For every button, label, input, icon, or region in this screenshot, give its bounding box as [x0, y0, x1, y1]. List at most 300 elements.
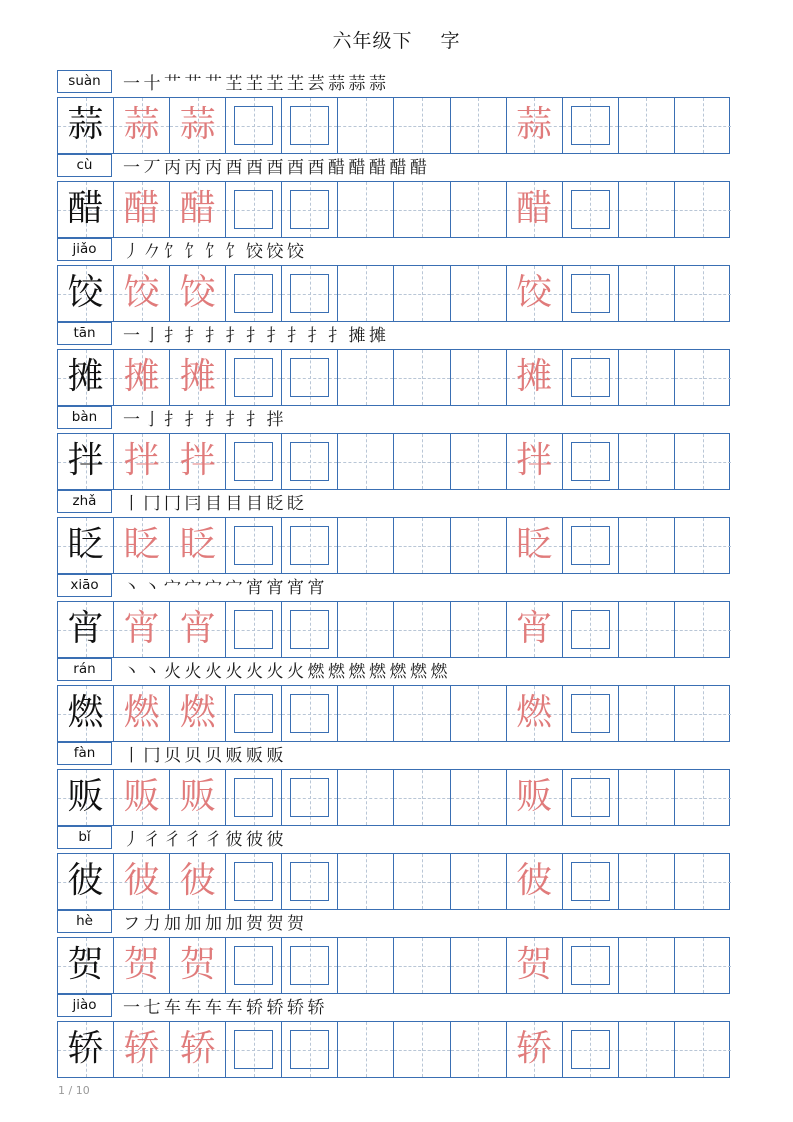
stroke-step: 力 — [143, 914, 161, 934]
trace-cell — [170, 98, 226, 153]
practice-cell[interactable] — [451, 602, 507, 657]
model-character: 贺 — [67, 944, 104, 985]
stroke-order — [123, 659, 451, 683]
inner-guide-box — [571, 610, 610, 649]
stroke-step: 彳 — [164, 830, 181, 850]
practice-cell[interactable] — [394, 434, 450, 489]
practice-cell[interactable] — [394, 770, 450, 825]
trace-cell — [114, 938, 170, 993]
stroke-step: 宀 — [184, 578, 202, 598]
inner-guide-box — [234, 442, 273, 481]
trace-character: 宵 — [123, 608, 160, 649]
stroke-step: 饣 — [225, 242, 243, 262]
trace-character: 贩 — [516, 776, 553, 817]
pinyin-label: cù — [57, 154, 112, 177]
trace-cell — [114, 1022, 170, 1077]
trace-character: 轿 — [179, 1028, 216, 1069]
stroke-step: 燃 — [410, 662, 427, 682]
stroke-step: 宵 — [287, 578, 304, 598]
model-character: 拌 — [67, 440, 104, 481]
practice-cell[interactable] — [282, 686, 338, 741]
stroke-step: 丙 — [205, 158, 222, 178]
practice-cell[interactable] — [451, 938, 507, 993]
practice-cell[interactable] — [282, 266, 338, 321]
practice-cell[interactable] — [451, 350, 507, 405]
trace-cell — [507, 518, 563, 573]
practice-cell[interactable] — [282, 98, 338, 153]
trace-character: 贺 — [179, 944, 216, 985]
stroke-step: 贩 — [225, 746, 243, 766]
practice-cell[interactable] — [619, 350, 675, 405]
writing-row — [57, 601, 730, 658]
stroke-step: 𠂊 — [143, 242, 161, 262]
stroke-step: 醋 — [348, 158, 366, 178]
model-cell — [58, 182, 114, 237]
stroke-step: フ — [123, 914, 140, 934]
stroke-step: 贩 — [246, 746, 263, 766]
stroke-order — [123, 239, 308, 263]
practice-cell[interactable] — [675, 602, 731, 657]
practice-cell[interactable] — [619, 770, 675, 825]
inner-guide-box — [234, 106, 273, 145]
stroke-step: 燃 — [307, 662, 325, 682]
practice-cell[interactable] — [619, 98, 675, 153]
stroke-step: 扌 — [205, 410, 222, 430]
trace-cell — [114, 854, 170, 909]
practice-cell[interactable] — [226, 938, 282, 993]
practice-cell[interactable] — [451, 434, 507, 489]
inner-guide-box — [290, 694, 329, 733]
title-word: 字 — [440, 30, 461, 52]
inner-guide-box — [234, 610, 273, 649]
model-character: 摊 — [67, 356, 104, 397]
trace-character: 宵 — [179, 608, 216, 649]
stroke-step: 酉 — [266, 158, 284, 178]
character-entry — [57, 742, 730, 826]
practice-cell[interactable] — [619, 518, 675, 573]
inner-guide-box — [290, 526, 329, 565]
practice-cell[interactable] — [338, 602, 394, 657]
character-entry — [57, 322, 730, 406]
trace-character: 醋 — [179, 188, 216, 229]
trace-cell — [507, 602, 563, 657]
practice-cell[interactable] — [451, 98, 507, 153]
stroke-order — [123, 995, 328, 1019]
stroke-step: 酉 — [307, 158, 325, 178]
model-character: 醋 — [67, 188, 104, 229]
practice-cell[interactable] — [282, 602, 338, 657]
inner-guide-box — [571, 274, 610, 313]
pinyin-label: suàn — [57, 70, 112, 93]
inner-guide-box — [234, 694, 273, 733]
writing-row — [57, 349, 730, 406]
practice-cell[interactable] — [226, 98, 282, 153]
model-cell — [58, 770, 114, 825]
practice-cell[interactable] — [619, 434, 675, 489]
character-entry — [57, 574, 730, 658]
practice-cell[interactable] — [563, 686, 619, 741]
practice-cell[interactable] — [282, 854, 338, 909]
stroke-step: 丿 — [123, 242, 140, 262]
practice-cell[interactable] — [282, 350, 338, 405]
practice-cell[interactable] — [451, 770, 507, 825]
practice-cell[interactable] — [282, 938, 338, 993]
stroke-step: 扌 — [328, 326, 345, 346]
writing-row — [57, 181, 730, 238]
stroke-step: 燃 — [328, 662, 345, 682]
stroke-step: 火 — [205, 662, 222, 682]
stroke-step: 彼 — [266, 830, 284, 850]
practice-cell[interactable] — [394, 266, 450, 321]
stroke-step: 火 — [266, 662, 284, 682]
practice-cell[interactable] — [394, 602, 450, 657]
stroke-step: 丶 — [143, 578, 161, 598]
stroke-step: 丨 — [123, 746, 140, 766]
stroke-step: 贺 — [266, 914, 284, 934]
practice-cell[interactable] — [226, 854, 282, 909]
character-entry — [57, 658, 730, 742]
practice-cell[interactable] — [338, 350, 394, 405]
stroke-step: 醋 — [410, 158, 427, 178]
stroke-step: 冂 — [143, 494, 161, 514]
stroke-step: 扌 — [205, 326, 222, 346]
stroke-step: 宵 — [307, 578, 325, 598]
stroke-step: 扌 — [246, 410, 263, 430]
trace-cell — [114, 602, 170, 657]
trace-cell — [114, 266, 170, 321]
trace-cell — [507, 434, 563, 489]
practice-cell[interactable] — [451, 854, 507, 909]
practice-cell[interactable] — [338, 182, 394, 237]
trace-character: 摊 — [516, 356, 553, 397]
practice-cell[interactable] — [338, 98, 394, 153]
inner-guide-box — [290, 274, 329, 313]
stroke-step: 火 — [184, 662, 202, 682]
practice-cell[interactable] — [226, 1022, 282, 1077]
inner-guide-box — [290, 946, 329, 985]
trace-character: 贩 — [179, 776, 216, 817]
practice-cell[interactable] — [338, 770, 394, 825]
practice-cell[interactable] — [226, 434, 282, 489]
stroke-step: 眨 — [266, 494, 284, 514]
trace-cell — [114, 350, 170, 405]
character-entry — [57, 490, 730, 574]
trace-cell — [170, 266, 226, 321]
practice-cell[interactable] — [675, 770, 731, 825]
stroke-step: 蒜 — [348, 74, 366, 94]
trace-cell — [507, 1022, 563, 1077]
practice-cell[interactable] — [563, 434, 619, 489]
trace-character: 燃 — [516, 692, 553, 733]
practice-cell[interactable] — [394, 854, 450, 909]
pinyin-label: fàn — [57, 742, 112, 765]
practice-cell[interactable] — [226, 518, 282, 573]
model-cell — [58, 266, 114, 321]
stroke-step: 贝 — [205, 746, 222, 766]
trace-character: 蒜 — [179, 104, 216, 145]
stroke-step: 一 — [123, 74, 140, 94]
stroke-step: 扌 — [246, 326, 263, 346]
stroke-step: 丨 — [123, 494, 140, 514]
practice-cell[interactable] — [563, 770, 619, 825]
stroke-step: 宀 — [164, 578, 181, 598]
pinyin-label: zhǎ — [57, 490, 112, 513]
stroke-step: 饺 — [246, 242, 263, 262]
practice-cell[interactable] — [282, 770, 338, 825]
stroke-step: 宵 — [246, 578, 263, 598]
stroke-step: 燃 — [369, 662, 386, 682]
writing-row — [57, 265, 730, 322]
stroke-step: 轿 — [307, 998, 325, 1018]
inner-guide-box — [571, 694, 610, 733]
trace-character: 饺 — [179, 272, 216, 313]
practice-cell[interactable] — [394, 182, 450, 237]
practice-cell[interactable] — [338, 434, 394, 489]
stroke-step: 丶 — [143, 662, 161, 682]
practice-cell[interactable] — [619, 266, 675, 321]
practice-cell[interactable] — [451, 266, 507, 321]
stroke-order — [123, 323, 390, 347]
practice-cell[interactable] — [675, 854, 731, 909]
trace-cell — [114, 686, 170, 741]
stroke-step: 车 — [205, 998, 222, 1018]
stroke-step: 火 — [225, 662, 243, 682]
character-entry — [57, 910, 730, 994]
practice-cell[interactable] — [563, 854, 619, 909]
stroke-step: 轿 — [246, 998, 263, 1018]
practice-cell[interactable] — [619, 1022, 675, 1077]
stroke-step: 扌 — [266, 326, 284, 346]
practice-cell[interactable] — [226, 182, 282, 237]
practice-cell[interactable] — [394, 938, 450, 993]
stroke-step: 加 — [164, 914, 181, 934]
stroke-step: 七 — [143, 998, 161, 1018]
stroke-step: 亅 — [143, 410, 161, 430]
trace-character: 眨 — [179, 524, 216, 565]
stroke-step: 扌 — [164, 410, 181, 430]
practice-cell[interactable] — [675, 938, 731, 993]
stroke-step: 摊 — [369, 326, 386, 346]
practice-cell[interactable] — [451, 518, 507, 573]
stroke-step: 贝 — [184, 746, 202, 766]
writing-row — [57, 853, 730, 910]
inner-guide-box — [571, 190, 610, 229]
stroke-step: 加 — [184, 914, 202, 934]
practice-cell[interactable] — [282, 518, 338, 573]
practice-cell[interactable] — [338, 1022, 394, 1077]
practice-cell[interactable] — [226, 266, 282, 321]
pinyin-label: hè — [57, 910, 112, 933]
stroke-order — [123, 575, 328, 599]
inner-guide-box — [234, 358, 273, 397]
trace-cell — [170, 518, 226, 573]
practice-cell[interactable] — [563, 266, 619, 321]
inner-guide-box — [234, 862, 273, 901]
practice-cell[interactable] — [338, 938, 394, 993]
stroke-step: 蒜 — [328, 74, 345, 94]
practice-cell[interactable] — [563, 350, 619, 405]
stroke-step: 酉 — [225, 158, 243, 178]
practice-cell[interactable] — [394, 350, 450, 405]
trace-cell — [170, 1022, 226, 1077]
practice-cell[interactable] — [282, 182, 338, 237]
inner-guide-box — [290, 610, 329, 649]
practice-cell[interactable] — [675, 686, 731, 741]
stroke-step: 酉 — [287, 158, 304, 178]
practice-cell[interactable] — [563, 182, 619, 237]
practice-cell[interactable] — [451, 686, 507, 741]
stroke-step: 燃 — [389, 662, 407, 682]
stroke-order — [123, 827, 287, 851]
stroke-step: 彼 — [246, 830, 263, 850]
stroke-step: 彳 — [205, 830, 222, 850]
inner-guide-box — [571, 106, 610, 145]
stroke-step: 芸 — [307, 74, 325, 94]
trace-character: 醋 — [123, 188, 160, 229]
stroke-step: 冂 — [164, 494, 181, 514]
practice-cell[interactable] — [675, 1022, 731, 1077]
stroke-step: 宵 — [266, 578, 284, 598]
inner-guide-box — [571, 526, 610, 565]
practice-cell[interactable] — [451, 1022, 507, 1077]
trace-cell — [507, 266, 563, 321]
stroke-step: 扌 — [184, 326, 202, 346]
trace-character: 燃 — [179, 692, 216, 733]
stroke-step: 丶 — [123, 662, 140, 682]
practice-cell[interactable] — [619, 686, 675, 741]
practice-cell[interactable] — [338, 686, 394, 741]
trace-character: 拌 — [179, 440, 216, 481]
trace-character: 彼 — [516, 860, 553, 901]
stroke-step: 火 — [164, 662, 181, 682]
practice-cell[interactable] — [451, 182, 507, 237]
practice-cell[interactable] — [226, 770, 282, 825]
practice-cell[interactable] — [226, 686, 282, 741]
trace-cell — [507, 350, 563, 405]
stroke-step: 燃 — [348, 662, 366, 682]
practice-cell[interactable] — [394, 518, 450, 573]
pinyin-label: bǐ — [57, 826, 112, 849]
practice-cell[interactable] — [619, 602, 675, 657]
inner-guide-box — [234, 190, 273, 229]
stroke-step: 一 — [123, 998, 140, 1018]
stroke-step: 摊 — [348, 326, 366, 346]
trace-character: 拌 — [516, 440, 553, 481]
practice-cell[interactable] — [675, 434, 731, 489]
inner-guide-box — [571, 1030, 610, 1069]
practice-cell[interactable] — [226, 350, 282, 405]
model-cell — [58, 350, 114, 405]
stroke-step: 车 — [225, 998, 243, 1018]
practice-cell[interactable] — [394, 686, 450, 741]
practice-cell[interactable] — [619, 182, 675, 237]
practice-cell[interactable] — [675, 182, 731, 237]
inner-guide-box — [290, 1030, 329, 1069]
trace-cell — [507, 182, 563, 237]
trace-character: 彼 — [179, 860, 216, 901]
model-cell — [58, 686, 114, 741]
stroke-step: 醋 — [328, 158, 345, 178]
trace-cell — [114, 518, 170, 573]
trace-cell — [114, 770, 170, 825]
model-cell — [58, 854, 114, 909]
trace-character: 饺 — [123, 272, 160, 313]
inner-guide-box — [571, 862, 610, 901]
stroke-order — [123, 407, 287, 431]
trace-character: 眨 — [123, 524, 160, 565]
practice-cell[interactable] — [563, 1022, 619, 1077]
practice-cell[interactable] — [563, 602, 619, 657]
trace-cell — [507, 686, 563, 741]
character-entry — [57, 238, 730, 322]
stroke-step: 一 — [123, 410, 140, 430]
stroke-step: 彳 — [143, 830, 161, 850]
stroke-step: 冃 — [184, 494, 202, 514]
writing-row — [57, 517, 730, 574]
stroke-step: 彳 — [184, 830, 202, 850]
stroke-step: 饺 — [266, 242, 284, 262]
trace-cell — [170, 350, 226, 405]
stroke-step: 拌 — [266, 410, 284, 430]
practice-cell[interactable] — [619, 938, 675, 993]
model-character: 蒜 — [67, 104, 104, 145]
stroke-step: 丶 — [123, 578, 140, 598]
practice-cell[interactable] — [394, 1022, 450, 1077]
trace-cell — [507, 98, 563, 153]
practice-cell[interactable] — [338, 266, 394, 321]
stroke-step: 亅 — [143, 326, 161, 346]
practice-cell[interactable] — [675, 518, 731, 573]
practice-cell[interactable] — [563, 938, 619, 993]
practice-cell[interactable] — [226, 602, 282, 657]
inner-guide-box — [234, 778, 273, 817]
stroke-step: 丆 — [143, 158, 161, 178]
stroke-step: 艹 — [164, 74, 181, 94]
practice-cell[interactable] — [394, 98, 450, 153]
writing-row — [57, 769, 730, 826]
stroke-step: 火 — [246, 662, 263, 682]
stroke-step: 冂 — [143, 746, 161, 766]
character-entry — [57, 826, 730, 910]
trace-cell — [170, 686, 226, 741]
trace-character: 宵 — [516, 608, 553, 649]
inner-guide-box — [234, 1030, 273, 1069]
practice-cell[interactable] — [619, 854, 675, 909]
trace-character: 饺 — [516, 272, 553, 313]
trace-cell — [170, 602, 226, 657]
stroke-step: 宀 — [205, 578, 222, 598]
practice-cell[interactable] — [338, 518, 394, 573]
trace-cell — [170, 182, 226, 237]
practice-cell[interactable] — [563, 98, 619, 153]
inner-guide-box — [290, 358, 329, 397]
practice-cell[interactable] — [563, 518, 619, 573]
inner-guide-box — [234, 526, 273, 565]
stroke-step: 加 — [225, 914, 243, 934]
trace-character: 摊 — [123, 356, 160, 397]
practice-cell[interactable] — [675, 266, 731, 321]
practice-cell[interactable] — [282, 1022, 338, 1077]
pinyin-label: bàn — [57, 406, 112, 429]
practice-cell[interactable] — [675, 98, 731, 153]
trace-cell — [170, 854, 226, 909]
pinyin-label: jiào — [57, 994, 112, 1017]
stroke-step: 醋 — [389, 158, 407, 178]
practice-cell[interactable] — [338, 854, 394, 909]
practice-cell[interactable] — [282, 434, 338, 489]
stroke-step: 加 — [205, 914, 222, 934]
practice-cell[interactable] — [675, 350, 731, 405]
